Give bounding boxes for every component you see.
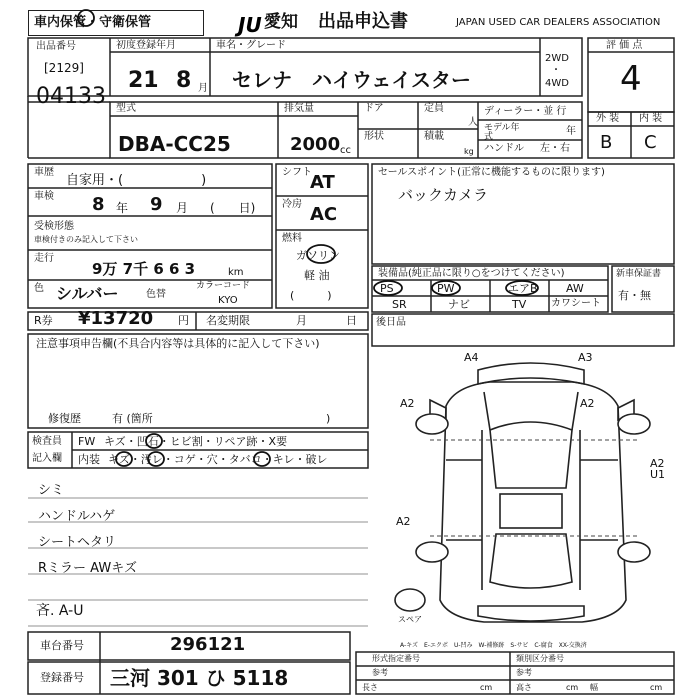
shift-label: シフト bbox=[282, 167, 312, 178]
notes-label: 注意事項申告欄(不具合内容等は具体的に記入して下さい) bbox=[36, 337, 320, 350]
mark-a2-right: A2 bbox=[580, 397, 595, 410]
damage-legend: A-キズ E-エクボ U-凹み W-補修跡 S-サビ C-腐食 XX-交換済 bbox=[400, 642, 587, 649]
fuel-label: 燃料 bbox=[282, 233, 302, 244]
transfer-day: 日 bbox=[346, 314, 357, 327]
mark-a2u1: A2 U1 bbox=[650, 457, 666, 481]
remark-3: シートヘタリ bbox=[38, 535, 117, 550]
ac-value: AC bbox=[310, 204, 338, 225]
receive-label: 受検形態 bbox=[34, 221, 74, 232]
color-code-label: カラーコード bbox=[196, 281, 251, 291]
drive-dot: ・ bbox=[551, 65, 561, 76]
drive-4wd: 4WD bbox=[545, 78, 569, 89]
history-value: 自家用・( ) bbox=[66, 173, 207, 188]
remark-4: Rミラー AWキズ bbox=[38, 561, 137, 576]
shape-label: 形状 bbox=[364, 131, 384, 142]
reg-label: 初度登録年月 bbox=[116, 40, 176, 51]
transfer-month: 月 bbox=[296, 314, 307, 327]
equip-pw: PW bbox=[437, 282, 455, 295]
fw-items: キズ・凹石・ヒビ割・リペア跡・X要 bbox=[104, 435, 288, 448]
lot-number: 04133 bbox=[36, 84, 106, 109]
height-label: 高さ bbox=[516, 683, 532, 692]
exterior-value: B bbox=[600, 132, 613, 153]
warranty-label: 新車保証書 bbox=[616, 269, 662, 279]
insp-month: 9 bbox=[150, 194, 163, 215]
transfer-label: 名変期限 bbox=[206, 314, 250, 327]
length-unit: cm bbox=[480, 683, 493, 692]
form-number-label: 形式指定番号 bbox=[372, 654, 420, 663]
eval-value: 4 bbox=[620, 59, 642, 99]
ac-label: 冷房 bbox=[282, 199, 302, 210]
chassis-label: 車台番号 bbox=[40, 639, 84, 652]
load-unit: kg bbox=[464, 147, 474, 156]
history-label: 車歴 bbox=[34, 167, 54, 178]
model-year-label: モデル年式 bbox=[484, 123, 520, 142]
sales-value: バックカメラ bbox=[398, 186, 489, 204]
reg-year: 21 bbox=[128, 68, 159, 93]
insp-day-unit: ( 日) bbox=[210, 201, 256, 215]
plate-label: 登録番号 bbox=[40, 671, 84, 684]
door-label: ドア bbox=[364, 103, 384, 114]
car-diagram bbox=[430, 363, 634, 622]
interior-label: 内 装 bbox=[639, 113, 663, 124]
sales-label: セールスポイント(正常に機能するものに限ります) bbox=[378, 167, 605, 178]
mark-a2-lower: A2 bbox=[396, 515, 411, 528]
class-ref-label: 参考 bbox=[516, 668, 532, 677]
chassis-value: 296121 bbox=[170, 634, 246, 655]
insp-month-unit: 月 bbox=[176, 201, 189, 215]
association-name: JAPAN USED CAR DEALERS ASSOCIATION bbox=[456, 17, 661, 28]
brand-name: 愛知 bbox=[264, 12, 298, 32]
color-label: 色 bbox=[34, 283, 44, 294]
mileage-label: 走行 bbox=[34, 253, 54, 264]
inspector-signature: 吝. A-U bbox=[36, 603, 84, 619]
equip-aw: AW bbox=[566, 282, 584, 295]
cap-unit: 人 bbox=[468, 117, 478, 128]
name-value: セレナ ハイウェイスター bbox=[232, 68, 471, 92]
mark-a4: A4 bbox=[464, 351, 479, 364]
lot-sub: [2129] bbox=[44, 61, 84, 75]
cap-label: 定員 bbox=[424, 103, 444, 114]
equip-airbag: エアB bbox=[508, 282, 538, 295]
equip-tv: TV bbox=[512, 298, 527, 311]
length-label: 長さ bbox=[362, 683, 378, 692]
drive-2wd: 2WD bbox=[545, 53, 569, 64]
int-items: キズ・汚レ・コゲ・穴・タバコ・キレ・破レ bbox=[108, 453, 328, 466]
insp-year: 8 bbox=[92, 194, 105, 215]
wheels bbox=[395, 414, 650, 611]
model-label: 型式 bbox=[116, 103, 136, 114]
color-change-label: 色替 bbox=[146, 289, 166, 300]
color-value: シルバー bbox=[56, 284, 119, 303]
equipment-label: 装備品(純正品に限り○をつけてください) bbox=[378, 268, 565, 279]
cc-unit: cc bbox=[340, 145, 351, 156]
repair-value: 有 (箇所 bbox=[112, 412, 153, 425]
mileage-value: 9万 7千 6 6 3 bbox=[92, 260, 196, 278]
reg-month: 8 bbox=[176, 68, 192, 93]
equip-ps: PS bbox=[380, 282, 394, 295]
receive-sub: 車検付きのみ記入して下さい bbox=[34, 235, 138, 244]
later-label: 後日品 bbox=[376, 317, 406, 328]
year-unit-2: 年 bbox=[566, 126, 576, 137]
name-label: 車名・グレード bbox=[216, 40, 286, 51]
height-unit: cm bbox=[566, 683, 579, 692]
mark-a2-left: A2 bbox=[400, 397, 415, 410]
repair-label: 修復歴 bbox=[48, 412, 81, 425]
inspection-label: 車検 bbox=[34, 191, 54, 202]
handle-value: 左・右 bbox=[540, 143, 570, 154]
lot-label: 出品番号 bbox=[36, 41, 76, 52]
equip-sr: SR bbox=[392, 298, 407, 311]
load-label: 積載 bbox=[424, 131, 444, 142]
equip-navi: ナビ bbox=[448, 298, 470, 311]
class-number-label: 類別区分番号 bbox=[516, 654, 564, 663]
int-label: 内装 bbox=[78, 453, 100, 466]
interior-value: C bbox=[644, 132, 657, 153]
model-value: DBA-CC25 bbox=[118, 132, 231, 156]
mark-a3: A3 bbox=[578, 351, 593, 364]
plate-value: 三河 301 ひ 5118 bbox=[110, 666, 289, 690]
inspector-label-1: 検査員 bbox=[32, 436, 62, 447]
mileage-unit: km bbox=[228, 267, 244, 278]
recycle-value: ¥13720 bbox=[78, 308, 154, 329]
width-unit: cm bbox=[650, 683, 663, 692]
fuel-other: ( ) bbox=[290, 289, 332, 302]
width-label: 幅 bbox=[590, 683, 598, 692]
form-ref-label: 参考 bbox=[372, 668, 388, 677]
svg-text:JU: JU bbox=[238, 13, 262, 37]
warranty-value: 有・無 bbox=[618, 289, 651, 302]
inspector-label-2: 記入欄 bbox=[32, 453, 62, 464]
color-code-value: KYO bbox=[218, 295, 238, 306]
remark-1: シミ bbox=[38, 483, 65, 498]
recycle-unit: 円 bbox=[178, 314, 189, 327]
form-title: 出品申込書 bbox=[318, 11, 408, 32]
brand-logo bbox=[234, 13, 262, 37]
recycle-label: R券 bbox=[34, 314, 53, 327]
fuel-diesel: 軽 油 bbox=[304, 269, 330, 282]
spare-label: スペア bbox=[398, 615, 422, 624]
shift-value: AT bbox=[310, 172, 335, 193]
fuel-gas: ガソリン bbox=[296, 249, 340, 262]
equip-seat: カワシート bbox=[551, 298, 601, 309]
handle-label: ハンドル bbox=[484, 143, 524, 154]
exterior-label: 外 装 bbox=[596, 113, 620, 124]
remark-2: ハンドルハゲ bbox=[38, 509, 116, 524]
insp-year-unit: 年 bbox=[116, 201, 129, 215]
fw-label: FW bbox=[78, 435, 96, 448]
storage-label: 車内保管・守衛保管 bbox=[34, 15, 152, 30]
dealer-label: ディーラー・並 行 bbox=[484, 106, 567, 117]
eval-label: 評 価 点 bbox=[606, 40, 643, 51]
cc-value: 2000 bbox=[290, 134, 341, 155]
month-unit: 月 bbox=[198, 83, 208, 94]
repair-close: ) bbox=[326, 412, 331, 425]
cc-label: 排気量 bbox=[284, 103, 314, 114]
